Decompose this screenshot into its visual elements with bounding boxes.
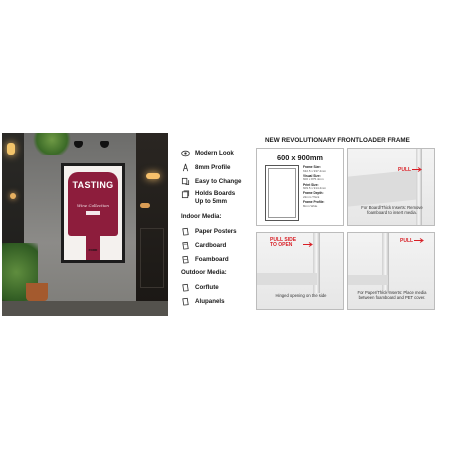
instruction-tile-paper [347,232,435,310]
eye-icon [181,149,190,158]
spec-row: Frame Depth: 22mm Thick [303,191,324,199]
product-photo [2,133,168,316]
feature-easy-change: Easy to Change [181,174,261,188]
media-item: Alupanels [181,294,261,308]
poster-frame [61,163,125,263]
cafe-window [136,133,168,316]
tile-caption: Hinged opening on the side [275,293,327,298]
pull-label: PULL [400,238,424,244]
feature-profile: 8mm Profile [181,160,261,174]
spec-row: Frame Profile: 8mm Wide [303,200,325,208]
pull-label: PULL [398,167,422,173]
foamboard-icon [181,255,190,264]
features-list [181,146,261,308]
tile-caption: For Board/Thick Inserts: Remove foamboard to insert media. [361,205,423,216]
arrow-right-icon [303,242,313,247]
media-item: Cardboard [181,238,261,252]
plant-pot [26,283,48,301]
poster-title: TASTING [72,180,114,190]
ruler-icon [181,163,190,172]
spec-row: Frame Size: 632.5 x 937.4mm [303,165,327,173]
arrow-right-icon [414,238,424,243]
board-stack-icon [181,190,190,199]
pavement [2,301,168,316]
media-item: Paper Posters [181,224,261,238]
media-item: Corflute [181,280,261,294]
frame-size-label: 600 x 900mm [276,153,324,162]
pull-label: PULL SIDE TO OPEN [270,238,313,249]
media-item: Foamboard [181,252,261,266]
poster-subtitle: Wine Collection [76,203,110,208]
size-spec-card [256,148,344,226]
instruction-tile-board [347,148,435,226]
indoor-media-heading: Indoor Media: [181,213,222,220]
paper-poster-icon [181,227,190,236]
alupanel-icon [181,297,190,306]
outdoor-media-heading: Outdoor Media: [181,269,227,276]
spec-row: Print Size: 609.5 x 914.4mm [303,182,327,191]
wine-poster [64,166,122,260]
spec-list [303,166,343,210]
hanging-lamp [10,193,16,199]
tile-caption: For Paper/Thick Inserts: Place media between foamboard and PET cover. [357,290,427,301]
swap-icon [181,177,190,186]
corflute-icon [181,283,190,292]
feature-modern-look: Modern Look [181,146,261,160]
instruction-tile-hinge [256,232,344,310]
cardboard-icon [181,241,190,250]
frame-diagram [265,165,299,221]
spec-row: Visual Size: 600 x 875.4mm [303,173,324,182]
feature-holds-boards: Holds Boards Up to 5mm [181,188,261,210]
panel-title: NEW REVOLUTIONARY FRONTLOADER FRAME [265,137,410,144]
poster-footer: FOOD [88,248,98,252]
plant-foliage [32,133,72,155]
hanging-lamp [7,143,15,155]
arrow-right-icon [412,167,422,172]
